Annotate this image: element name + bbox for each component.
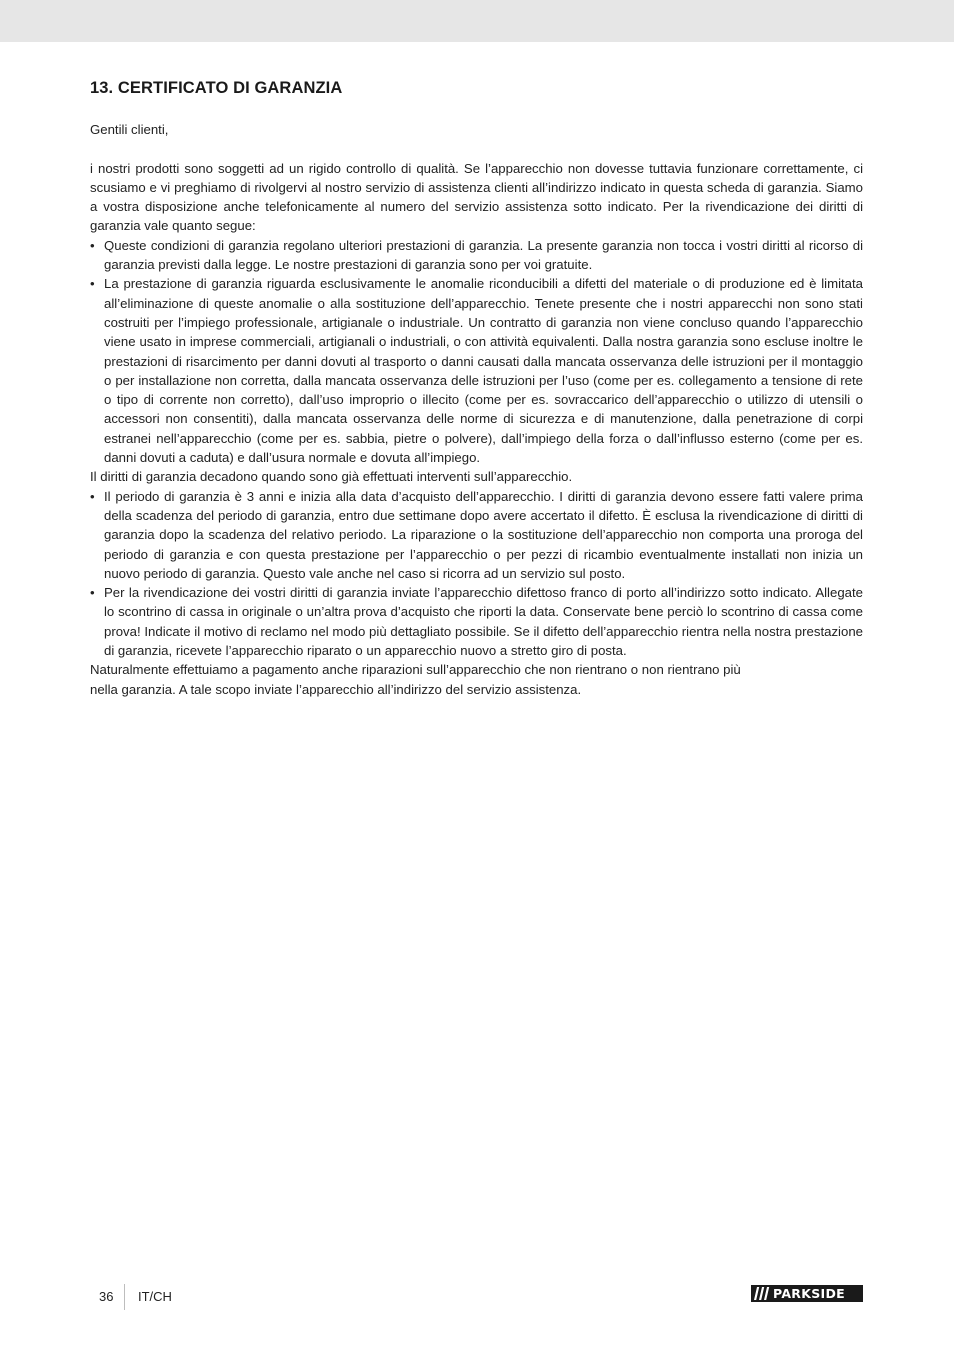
bullet-icon: • [90,237,95,253]
brand-logo [751,1285,863,1302]
bullet-list-1 [90,236,863,468]
document-body [90,120,863,699]
page-number: 36 [99,1289,114,1304]
brand-name: PARKSIDE [773,1286,845,1301]
closing-line-2: nella garanzia. A tale scopo inviate l’apparecchio all’indirizzo del servizio assistenza. [90,681,582,697]
bullet-icon: • [90,276,95,292]
list-item-text: Per la rivendicazione dei vostri diritti di garanzia inviate l’apparecchio difettoso franco di porto all’indirizzo sotto indicato. Allegate lo scontrino di cassa in originale o un’altra prova d’acquisto che riporti la data. Conservate bene perciò lo scontrino di cassa come prova! Indicate il motivo di reclamo nel modo più dettagliato possibile. Se il difetto dell’apparecchio rientra nella nostra prestazione di garanzia, ricevete l’apparecchio riparato o un apparecchio nuovo a stretto giro di posta. [104,585,863,659]
list-item-text: Il periodo di garanzia è 3 anni e inizia alla data d’acquisto dell’apparecchio. I diritti di garanzia devono essere fatti valere prima della scadenza del periodo di garanzia, entro due settimane dopo avere accertato il difetto. È esclusa la rivendicazione di diritti di garanzia dopo la scadenza del relativo periodo. La riparazione o la sostituzione dell’apparecchio non comporta una proroga del periodo di garanzia e con questa prestazione per l’apparecchio o per pezzi di ricambio eventualmente installati non inizia un nuovo periodo di garanzia. Questo vale anche nel caso si ricorra ad un servizio sul posto. [104,488,863,581]
bullet-icon: • [90,585,95,601]
rights-lapse-paragraph: Il diritti di garanzia decadono quando sono già effettuati interventi sull’apparecchio. [90,469,573,485]
list-item [90,274,863,467]
greeting: Gentili clienti, [90,122,169,137]
list-item-text: Queste condizioni di garanzia regolano ulteriori prestazioni di garanzia. La presente garanzia non tocca i vostri diritti al ricorso di garanzia previsti dalla legge. Le nostre prestazioni di garanzia sono per voi gratuite. [104,237,863,273]
list-item-text: La prestazione di garanzia riguarda esclusivamente le anomalie riconducibili a difetti del materiale o di produzione ed è limitata all’eliminazione di queste anomalie o alla sostituzione dell’apparecchio. Tenete presente che i nostri apparecchi non sono stati costruiti per l’impiego professionale, artigianale o industriale. Un contratto di garanzia non viene concluso quando l’apparecchio viene usato in imprese commerciali, artigianali o industriali, o con attività equivalenti. Dalla nostra garanzia sono escluse inoltre le prestazioni di risarcimento per danni dovuti al trasporto o danni causati dalla mancata osservanza delle istruzioni per il montaggio o per installazione non corretta, dalla mancata osservanza delle istruzioni per l’uso (come per es. collegamento a tensione di rete o tipo di corrente non corretto), dall’uso improprio o illecito (come per es. sovraccarico dell’apparecchio o utilizzo di utensili o accessori non consentiti), dalla mancata osservanza delle norme di sicurezza e di manutenzione, dalla penetrazione di corpi estranei nell’apparecchio (come per es. sabbia, pietre o polvere), dall’impiego della forza o dall’influsso esterno (come per es. danni dovuti a caduta) e dall’usura normale e dovuta all’impiego. [104,276,863,466]
intro-paragraph: i nostri prodotti sono soggetti ad un rigido controllo di qualità. Se l’apparecchio non dovesse tuttavia funzionare correttamente, ci scusiamo e vi preghiamo di rivolgervi al nostro servizio di assistenza clienti all’indirizzo indicato in questa scheda di garanzia. Siamo a vostra disposizione anche telefonicamente al numero del servizio assistenza sotto indicato. Per la rivendicazione dei diritti di garanzia vale quanto segue: [90,160,863,234]
parkside-stripes-icon [751,1285,771,1302]
page-title: 13. CERTIFICATO DI GARANZIA [90,79,343,97]
footer-divider [124,1284,125,1310]
bullet-icon: • [90,488,95,504]
list-item [90,236,863,275]
closing-line-1: Naturalmente effettuiamo a pagamento anche riparazioni sull’apparecchio che non rientrano o non rientrano più [90,662,741,678]
top-band [0,0,954,42]
list-item [90,487,863,583]
locale-label: IT/CH [138,1289,172,1304]
list-item [90,583,863,660]
bullet-list-2 [90,487,863,661]
